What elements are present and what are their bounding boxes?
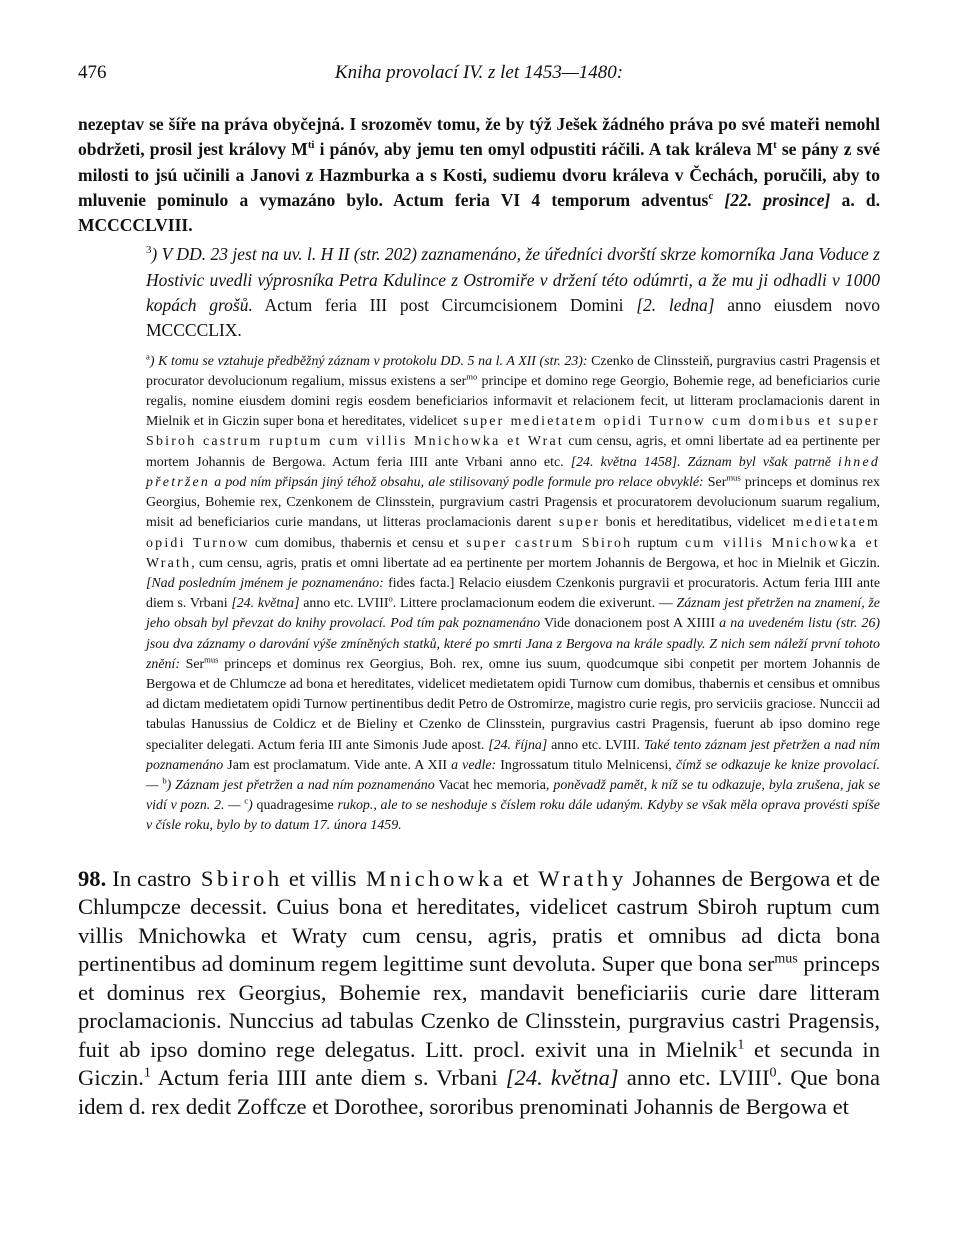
superscript: mus [204,654,219,665]
text-run: Ser [703,474,727,490]
note-italic: [24. května 1458]. Záznam byl však patrně [570,454,839,470]
text-run: et [506,865,529,891]
spaced-italic: ihned přetržen [146,454,880,490]
note-italic: a pod ním připsán jiný téhož obsahu, ale stilisovaný podle formule pro relace obvyklé: [210,474,704,490]
text-run: Czenko de Clinssteiň, purgravius castri Pragensis et procurator devolucionum regalium, missus existens a ser [146,353,880,389]
page-header [78,62,880,90]
text-run: Vide donacionem post A XIIII [540,616,720,632]
footnote-a [78,352,880,837]
text-run: quadragesime [252,798,338,814]
text-run: se pány z své milosti to jsú učinili a Janovi z Hazmburka a s Kosti, sudiemu dvoru králeva v Čechách, poručili, aby to mluvenie pominulo a vymazáno bylo. Actum feria VI 4 temporum adventus [78,139,880,210]
text-run: Actum feria IIII ante diem s. Vrbani [150,1065,506,1091]
text-run: princeps et dominus rex Georgius, Bohemie rex, mandavit beneficiariis curie dare litteram proclamacionis. Nunccius ad tabulas Czenko de Clinsstein, purgravius castri Pragensis, fuit ab ipso domino rege delegatus. Litt. procl. exivit una in Mielnik [78,951,880,1062]
text-run: anno etc. LVIII. [547,737,644,753]
text-run: principe et domino rege Georgio, Bohemie rege, ad beneficiarios curie regalis, nomine eiusdem domini regis eosdem beneficiarios informavit et relacionem fecit, ut litteram proclamacionis darent in Mielnik et in Giczin super bona et hereditates, videlicet [146,373,880,430]
text-run: nezeptav se šíře na práva obyčejná. I srozoměv tomu, že by týž Ješek žádného práva po své mateři nemohl obdržeti, prosil jest královy M [78,114,880,160]
note-italic: a vedle: [451,757,497,773]
text-run: bonis et hereditatibus, videlicet [600,515,786,531]
spaced-text: Wrathy [528,865,627,891]
note-italic: poněvadž pamět, k níž se tu odkazuje, byla zrušena, jak se vidí v pozn. 2. — [146,777,880,814]
note-italic: ) V DD. 23 jest na uv. l. H II (str. 202) zaznamenáno, že úředníci dvorští skrze komorníka Jana Voduce z Hostivic uvedli výprosníka Petra Kdulince z Ostromiře v držení této odúmrti, a že mu ji odhadli v 1000 kopách grošů. [146,244,880,316]
note-italic: ) K tomu se vztahuje předběžný záznam v protokolu DD. 5 na l. A XII (str. 23): [149,353,588,369]
entry-98 [78,865,880,1122]
text-run: Vacat hec memoria, [434,777,554,793]
text-run: fides facta.] Relacio eiusdem Czenkonis purgravii et procuratoris. Actum feria IIII ante diem s. Vrbani [146,575,880,612]
footnote-marker: b [162,775,167,786]
text-run: In castro [106,865,192,891]
text-run: Johannes de Bergowa et de Chlumpcze decessit. Cuius bona et hereditates, videlicet castrum Sbiroh ruptum cum villis Mnichowka et Wraty cum censu, agris, pratis et omnibus ad dicta bona pertinentibus ad dominum regem legittime sunt devoluta. Super que bona ser [78,865,880,977]
text-run: et villis [282,865,357,891]
note-italic: Záznam jest přetržen na znamení, že jeho obsah byl převzat do knihy provolací. Pod tím pak poznamenáno [146,596,880,632]
footnote-marker: 1 [737,1037,745,1053]
text-run: , cum censu, agris, pratis et omni libertate ad ea pertinente per mortem Johannis de Bergowa, et hoc in Mielnik et Giczin. [191,555,880,571]
text-run: Actum feria III post Circumcisionem Domini [252,295,637,316]
date-note: [22. prosince] [713,189,831,210]
date-note: [2. ledna] [636,295,715,316]
spaced-text: Sbiroh [191,865,283,891]
note-italic: ) Záznam jest přetržen a nad ním poznamenáno [166,777,435,793]
text-run: princeps et dominus rex Georgius, Bohemie rex, Czenkonem de Clinsstein, purgravium castri Pragensis et procuratorem devolucionum suarum regalium, misit ad beneficiarios curie mandans, ut litteras proclamacionis darent [146,474,881,531]
text-run: i pánóv, aby jemu ten omyl odpustiti ráčili. A tak králeva M [314,139,774,160]
footnote-marker: 3 [146,244,152,257]
text-run: anno etc. LVIII [299,596,389,612]
text-run: . Que bona idem d. rex dedit Zoffcze et Dorothee, sororibus prenominati Johannis de Bergowa et [78,1065,880,1119]
date-note: [24. května] [505,1065,619,1091]
note-italic: Také tento záznam jest přetržen a nad ním poznamenáno [146,737,880,773]
text-run: ruptum [632,535,678,551]
footnote-marker: c [244,795,249,806]
superscript: mus [774,951,798,967]
note-italic: rukop., ale to se neshoduje s číslem roku dále udaným. Kdyby se však měla oprava provésti spíše v čísle roku, bylo by to datum 17. února 1459. [146,798,880,834]
text-run: . Littere proclamacionum eodem die exiverunt. — [392,596,677,612]
editorial-note-3 [78,242,880,343]
text-run: cum domibus, thabernis et censu et [249,535,459,551]
text-run: princeps et dominus rex Georgius, Boh. rex, omne ius suum, quodcumque sibi conpetit per mortem Johannis de Bergowa et de Chlumcze ad bona et hereditates, videlicet medietatem opidi Turnow cum domibus, thabernis et censibus et omnibus ad dictam medietatem opidi Turnow pertinentibus dedit Petro de Ostromirze, magistro curie regis, pro serviciis graciose. Nunccii ad tabulas Hanussius de Coldicz et de Bieliny et Czenko de Clinsstein, purgravius castri Pragensis, fuerunt ab ipso domino rege specialiter delegati. Actum feria III ante Simonis Jude apost. [146,656,880,753]
text-run: cum censu, agris, et omni libertate ad ea pertinente per mortem Johannis de Bergowa. Actum feria IIII ante Vrbani anno etc. [146,434,881,470]
footnote-marker: a [146,351,150,362]
footnote-marker: c [708,190,714,203]
paragraph-continuation [78,112,880,238]
text-run: a. d. MCCCCLVIII. [78,189,881,236]
spaced-text: super castrum Sbiroh [458,535,633,551]
text-run: Ser [179,656,205,672]
spaced-text: super medietatem opidi Turnow cum domibus et super Sbiroh castrum ruptum cum villis Mnichowka et Wrat [146,414,880,450]
text-run: Ingrossatum titulo Melnicensi, [496,757,676,773]
spaced-text: medietatem opidi Turnow [146,515,881,551]
footnotes [78,352,880,837]
note-italic: čímž se odkazuje ke knize provolací. — [146,757,880,793]
note-italic: a na uvedeném listu (str. 26) jsou dva záznamy o darování výše zmíněných statků, které po smrti Jana z Bergova na krále spadly. Z nich sem náleží první tohoto znění: [146,616,881,672]
page-body [78,112,880,1121]
spaced-text: super [551,515,601,531]
date-note: [24. října] [488,737,548,753]
text-run: et secunda in Giczin. [78,1036,881,1091]
note-italic: [Nad posledním jménem je poznamenáno: [146,575,384,591]
superscript: mo [466,371,478,382]
superscript: mus [726,472,741,483]
footnote-marker: 1 [143,1065,151,1081]
superscript: t [773,139,777,152]
superscript: 0 [769,1065,777,1081]
superscript: ti [307,139,315,152]
text-run: anno etc. LVIII [618,1065,770,1091]
page-number: 476 [78,62,107,83]
superscript: o [388,593,393,604]
spaced-text: cum villis Mnichowka et Wrath [146,535,880,571]
text-run: anno eiusdem novo MCCCCLIX. [146,295,880,341]
running-title: Kniha provolací IV. z let 1453—1480: [334,62,624,83]
entry-number: 98. [78,865,107,891]
text-run: Jam est proclamatum. Vide ante. A XII [223,757,452,773]
note-italic: ) [248,798,253,814]
spaced-text: Mnichowka [356,865,507,891]
date-note: [24. května] [231,596,300,612]
